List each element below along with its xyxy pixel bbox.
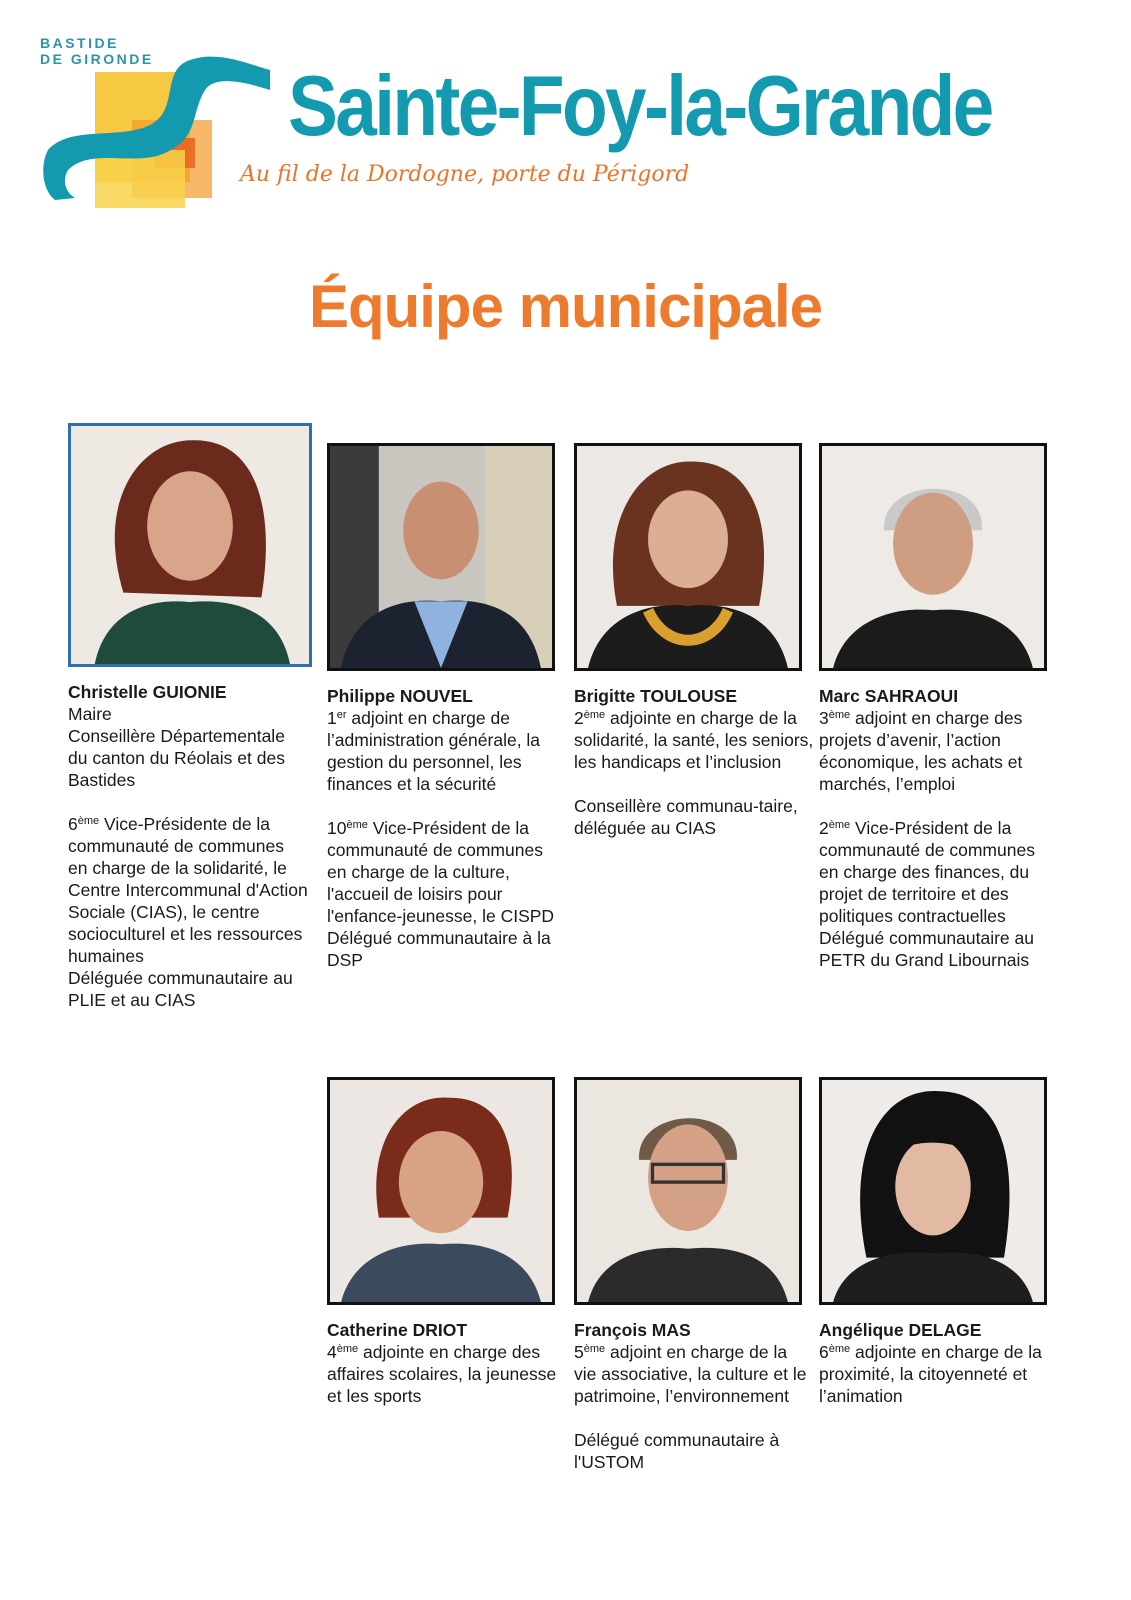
member-name: Christelle GUIONIE [68, 682, 227, 702]
member-photo [574, 443, 802, 671]
bastide-label-line1: BASTIDE [40, 35, 119, 51]
member-card-toulouse [574, 443, 814, 839]
member-name: Angélique DELAGE [819, 1320, 982, 1340]
member-name: François MAS [574, 1320, 691, 1340]
member-role: 3ème adjoint en charge des projets d’avenir, l’action économique, les achats et marchés, l’emploi [819, 708, 1023, 794]
page-title: Équipe municipale [308, 273, 823, 340]
member-card-nouvel [327, 443, 567, 971]
member-photo [819, 443, 1047, 671]
member-photo [327, 443, 555, 671]
member-photo [819, 1077, 1047, 1305]
member-role: 2ème adjointe en charge de la solidarité, la santé, les seniors, les handicaps et l’inclusion [574, 708, 814, 772]
town-name: Sainte-Foy-la-Grande [288, 59, 992, 154]
member-photo [574, 1077, 802, 1305]
member-role-line: du canton du Réolais et des [68, 748, 285, 768]
member-card-mas [574, 1077, 814, 1473]
member-vp-role: 6ème Vice-Présidente de la communauté de communes en charge de la solidarité, le Centre Intercommunal d'Action Sociale (CIAS), le centre socioculturel et les ressources humaines [68, 814, 308, 966]
member-delegate: Délégué communautaire à la DSP [327, 928, 551, 970]
member-role-line: Maire [68, 704, 112, 724]
member-card-driot [327, 1077, 567, 1407]
member-photo [327, 1077, 555, 1305]
member-name: Philippe NOUVEL [327, 686, 473, 706]
member-name: Catherine DRIOT [327, 1320, 468, 1340]
member-extra: Conseillère communau-taire, déléguée au CIAS [574, 796, 798, 838]
member-role: 1er adjoint en charge de l’administration générale, la gestion du personnel, les finances et la sécurité [327, 708, 541, 794]
member-card-guionie [68, 423, 308, 1011]
member-role: 6ème adjointe en charge de la proximité, la citoyenneté et l’animation [819, 1342, 1042, 1406]
member-delegate: Délégué communautaire au PETR du Grand Libournais [819, 928, 1034, 970]
member-extra: Délégué communautaire à l'USTOM [574, 1430, 780, 1472]
member-role-line: Bastides [68, 770, 136, 790]
member-photo [68, 423, 312, 667]
member-role: 4ème adjointe en charge des affaires scolaires, la jeunesse et les sports [327, 1342, 557, 1406]
town-tagline: Au fil de la Dordogne, porte du Périgord [240, 162, 690, 187]
member-name: Brigitte TOULOUSE [574, 686, 738, 706]
member-card-sahraoui [819, 443, 1059, 971]
member-role: 5ème adjoint en charge de la vie associative, la culture et le patrimoine, l’environnement [574, 1342, 807, 1406]
member-vp-role: 10ème Vice-Président de la communauté de communes en charge de la culture, l'accueil de loisirs pour l'enfance-jeunesse, le CISPD [327, 818, 555, 926]
member-vp-role: 2ème Vice-Président de la communauté de communes en charge des finances, du projet de territoire et des politiques contractuelles [819, 818, 1035, 926]
member-delegate: Déléguée communautaire au PLIE et au CIAS [68, 968, 293, 1010]
member-role-line: Conseillère Départementale [68, 726, 285, 746]
bastide-label-line2: DE GIRONDE [40, 51, 154, 67]
member-card-delage [819, 1077, 1059, 1407]
member-name: Marc SAHRAOUI [819, 686, 959, 706]
